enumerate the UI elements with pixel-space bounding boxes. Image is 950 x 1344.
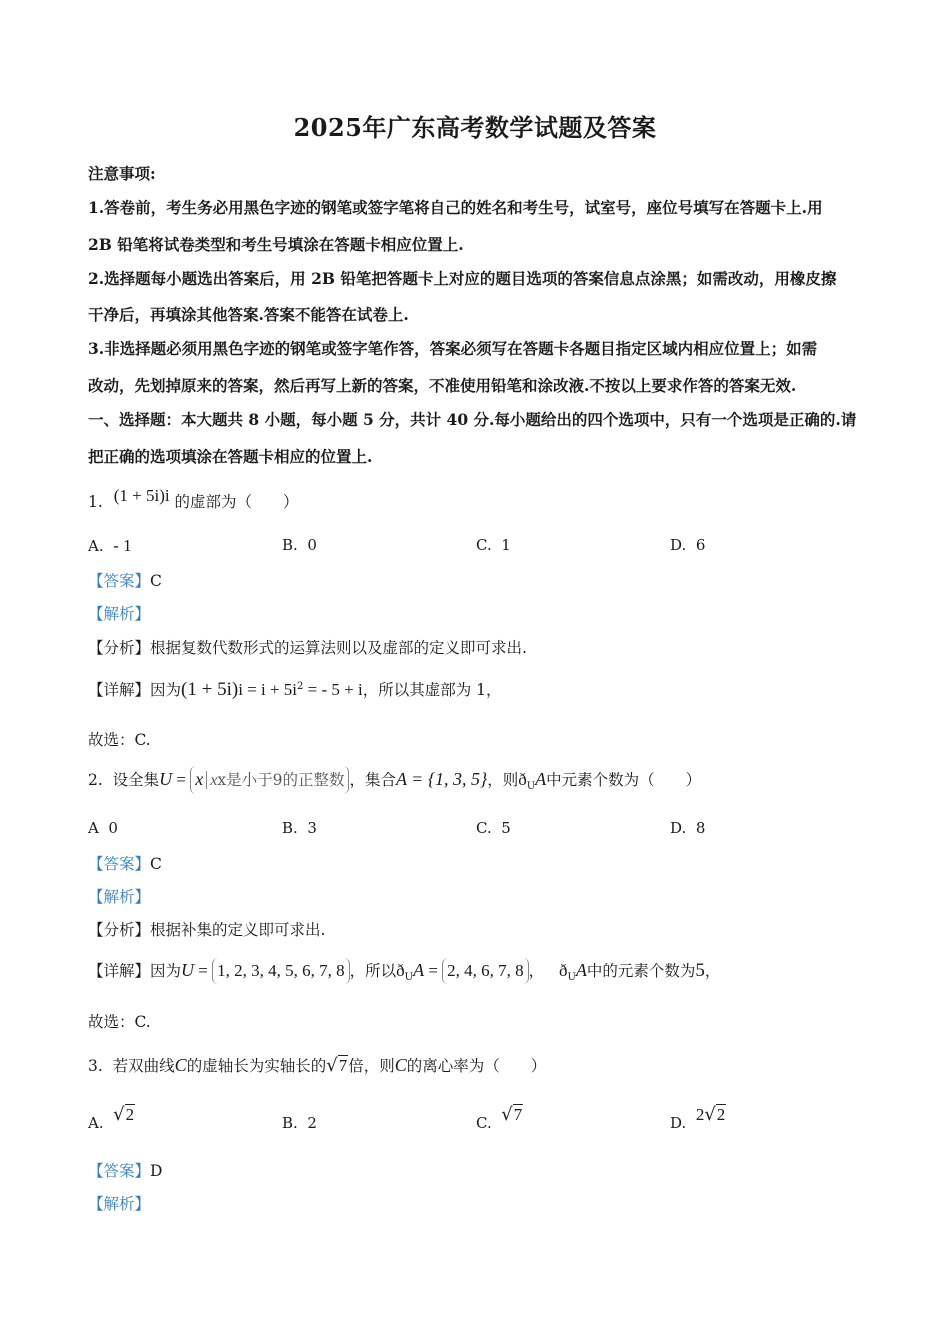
q3-option-a: A. √2 [88, 1104, 135, 1132]
q1-option-d: D. 6 [670, 536, 706, 554]
q1-analysis-tag: 【解析】 [88, 605, 151, 623]
notice-item-1-line-1: 1.答卷前，考生务必用黑色字迹的钢笔或签字笔将自己的姓名和考生号，试室号，座位号填写在答题卡上.用 [88, 198, 823, 217]
q2-answer: 【答案】C [88, 855, 162, 873]
q2-option-d: D. 8 [670, 819, 706, 837]
question-number: 1. [88, 493, 103, 511]
q1-stem-text: 的虚部为（ ） [174, 493, 299, 511]
q1-expression: (1 + 5i)i [113, 486, 170, 505]
q2-analysis-tag: 【解析】 [88, 888, 151, 906]
q2-option-c: C. 5 [476, 819, 511, 837]
question-1-stem [88, 486, 299, 512]
sqrt-7: √7 [326, 1055, 348, 1076]
q1-option-c: C. 1 [476, 536, 511, 554]
q1-fenxi: 【分析】根据复数代数形式的运算法则以及虚部的定义即可求出. [88, 639, 527, 657]
notice-heading: 注意事项: [88, 164, 156, 183]
q3-answer: 【答案】D [88, 1162, 163, 1180]
notice-item-2-line-1: 2.选择题每小题选出答案后，用 2B 铅笔把答题卡上对应的题目选项的答案信息点涂黑；如需改动，用橡皮擦 [88, 269, 837, 288]
section-1-line-1: 一、选择题：本大题共 8 小题，每小题 5 分，共计 40 分.每小题给出的四个选项中，只有一个选项是正确的.请 [88, 410, 857, 429]
q3-analysis-tag: 【解析】 [88, 1195, 151, 1213]
section-1-line-2: 把正确的选项填涂在答题卡相应的位置上. [88, 447, 373, 466]
notice-item-3-line-2: 改动，先划掉原来的答案，然后再写上新的答案，不准使用铅笔和涂改液.不按以上要求作答的答案无效. [88, 376, 797, 395]
q1-answer: 【答案】C [88, 572, 162, 590]
q2-option-b: B. 3 [282, 819, 317, 837]
question-3-stem: 3. 若双曲线C的虚轴长为实轴长的√7倍，则C的离心率为（ ） [88, 1055, 547, 1076]
question-2-stem: 2. 设全集U = x xx是小于9的正整数 ，集合A = {1, 3, 5}，则$ð_UA$中元素个数为（ ） [88, 766, 701, 794]
notice-item-1-line-2: 2B 铅笔将试卷类型和考生号填涂在答题卡相应位置上. [88, 235, 464, 254]
notice-item-3-line-1: 3.非选择题必须用黑色字迹的钢笔或签字笔作答，答案必须写在答题卡各题目指定区域内相应位置上；如需 [88, 339, 818, 358]
q2-detail: 【详解】因为U = 1, 2, 3, 4, 5, 6, 7, 8 ，所以$ð_UA = 2$, 4, 6, 7, 8 ， $ð_UA$中的元素个数为5， [88, 960, 721, 984]
q2-option-a: A 0 [88, 819, 118, 837]
q2-conclusion: 故选：C. [88, 1013, 151, 1031]
q1-detail: 【详解】因为$(1 + 5i)i = i + 5i^2$ = - 5 + i，所以其虚部为 1， [88, 679, 502, 700]
q1-conclusion: 故选：C. [88, 731, 151, 749]
q1-option-b: B. 0 [282, 536, 317, 554]
q1-option-a: A. - 1 [88, 536, 132, 555]
q2-universal-set: x xx是小于9的正整数 [190, 766, 349, 794]
q2-fenxi: 【分析】根据补集的定义即可求出. [88, 921, 326, 939]
q3-option-c: C. √7 [476, 1104, 523, 1132]
q3-option-b: B. 2 [282, 1114, 317, 1132]
notice-item-2-line-2: 干净后，再填涂其他答案.答案不能答在试卷上. [88, 305, 409, 324]
page-title: 2025年广东高考数学试题及答案 [293, 113, 657, 142]
q3-option-d: D. 2√2 [670, 1104, 726, 1132]
